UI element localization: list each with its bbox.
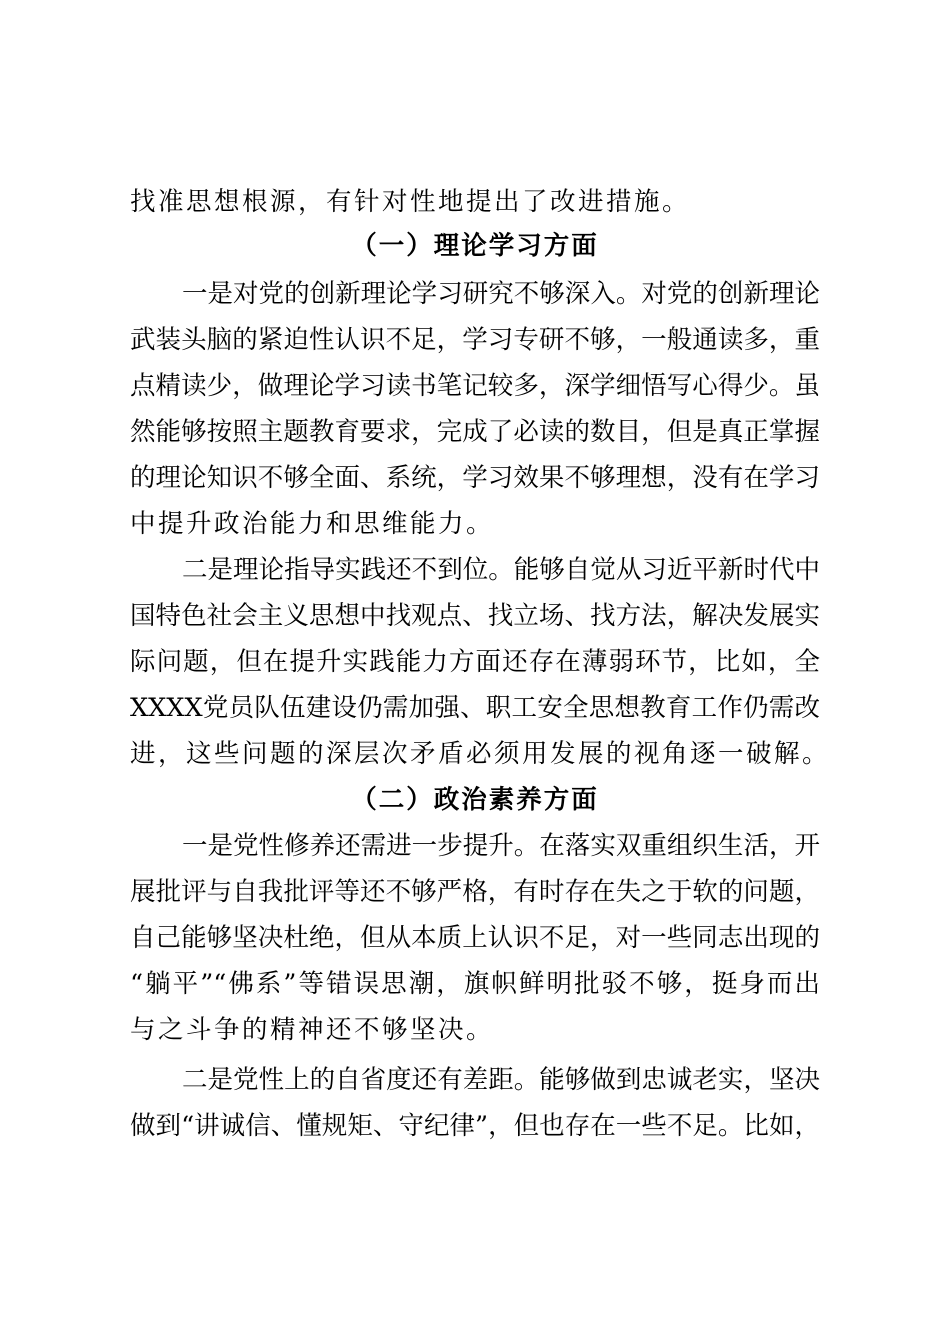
paragraph-line: 二是理论指导实践还不到位。能够自觉从习近平新时代中	[182, 555, 820, 585]
paragraph-line: 自己能够坚决杜绝，但从本质上认识不足，对一些同志出现的	[130, 923, 820, 953]
paragraph-line: 找准思想根源，有针对性地提出了改进措施。	[130, 187, 691, 217]
paragraph-line: 武装头脑的紧迫性认识不足，学习专研不够，一般通读多，重	[130, 325, 820, 355]
paragraph-line: 点精读少，做理论学习读书笔记较多，深学细悟写心得少。虽	[130, 371, 820, 401]
paragraph-line: 中提升政治能力和思维能力。	[130, 509, 495, 539]
paragraph-line: 的理论知识不够全面、系统，学习效果不够理想，没有在学习	[130, 463, 820, 493]
paragraph-line: 然能够按照主题教育要求，完成了必读的数目，但是真正掌握	[130, 417, 820, 447]
paragraph-line: 与之斗争的精神还不够坚决。	[130, 1015, 495, 1045]
paragraph-line: 展批评与自我批评等还不够严格，有时存在失之于软的问题，	[130, 877, 820, 907]
paragraph-line: 二是党性上的自省度还有差距。能够做到忠诚老实，坚决	[182, 1065, 820, 1095]
section-heading-political-quality: （二）政治素养方面	[351, 785, 599, 815]
section-heading-theory-study: （一）理论学习方面	[351, 231, 599, 261]
paragraph-line: 国特色社会主义思想中找观点、找立场、找方法，解决发展实	[130, 601, 820, 631]
paragraph-line: 际问题，但在提升实践能力方面还存在薄弱环节，比如，全	[130, 647, 820, 677]
paragraph-line: 一是对党的创新理论学习研究不够深入。对党的创新理论	[182, 279, 820, 309]
paragraph-line: “躺平”“佛系”等错误思潮，旗帜鲜明批驳不够，挺身而出	[130, 969, 820, 999]
paragraph-line: 做到“讲诚信、懂规矩、守纪律”，但也存在一些不足。比如，	[130, 1111, 820, 1141]
paragraph-line: 进，这些问题的深层次矛盾必须用发展的视角逐一破解。	[130, 739, 831, 769]
paragraph-line: 一是党性修养还需进一步提升。在落实双重组织生活，开	[182, 831, 820, 861]
paragraph-line: XXXX党员队伍建设仍需加强、职工安全思想教育工作仍需改	[130, 693, 820, 723]
